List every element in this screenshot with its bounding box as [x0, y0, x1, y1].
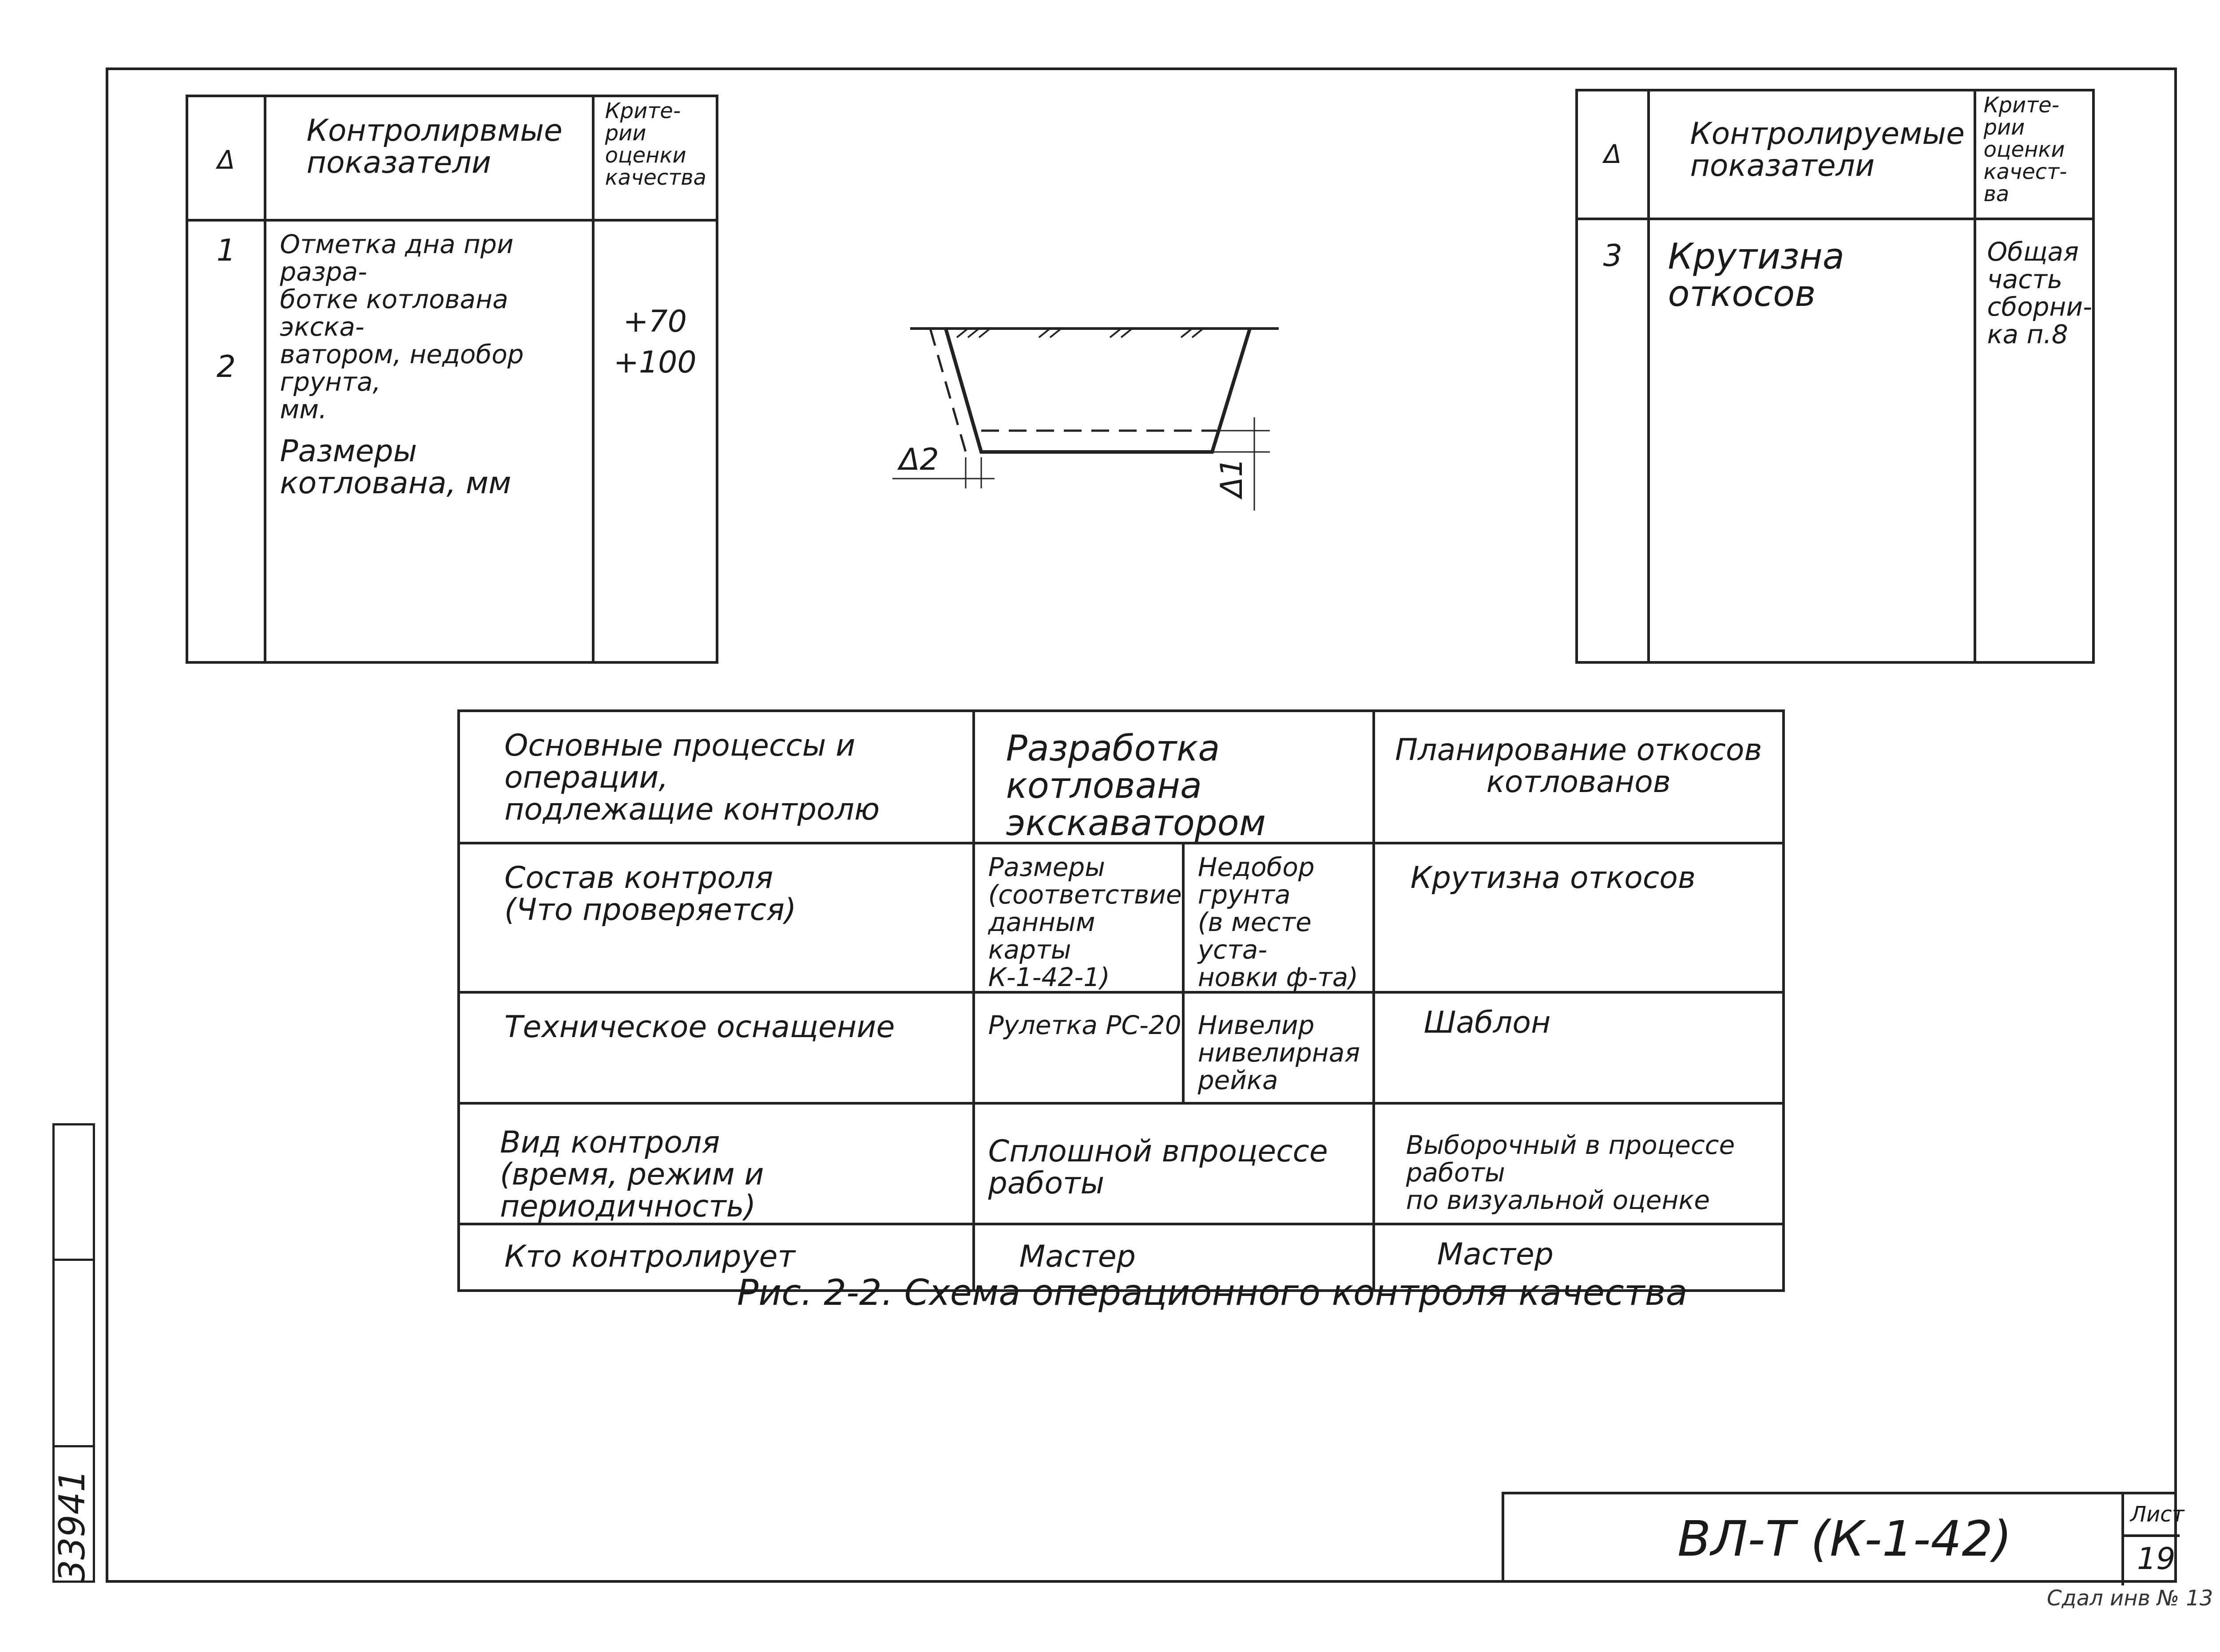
right-header-indicators: Контролируемые показатели [1649, 90, 1975, 219]
right-body-criteria: Общая часть сборни- ка п.8 [1975, 219, 2093, 662]
row-processes-excavation: Разработка котлована экскаватором [974, 711, 1374, 843]
sheet-label: Лист [2130, 1502, 2184, 1527]
row-composition-slopes: Крутизна откосов [1374, 843, 1784, 992]
row-who-label: Кто контролирует [459, 1224, 974, 1291]
row-equipment-label: Техническое оснащение [459, 992, 974, 1103]
row-who-excavation: Мастер [974, 1224, 1374, 1291]
figure-caption: Рис. 2-2. Схема операционного контроля качества [737, 1272, 1688, 1313]
left-body-criteria: +70 +100 [593, 220, 717, 662]
right-control-table [1575, 89, 2095, 664]
left-header-delta: Δ [187, 96, 265, 220]
row-processes-label: Основные процессы и операции, подлежащие контролю [459, 711, 974, 843]
right-body-indicators: Крутизна откосов [1649, 219, 1975, 662]
row-control-type-label: Вид контроля (время, режим и периодичность) [459, 1103, 974, 1224]
row-equipment-level: Нивелир нивелирная рейка [1183, 992, 1374, 1103]
sheet-number: 19 [2137, 1541, 2176, 1577]
left-control-table [186, 95, 718, 664]
operation-control-table [457, 709, 1785, 1292]
row-control-type-excavation: Сплошной впроцессе работы [974, 1103, 1374, 1224]
left-header-indicators: Контролирвмые показатели [265, 96, 593, 220]
row-composition-sizes: Размеры (соответствие данным карты К-1-42-1) [974, 843, 1183, 992]
left-body-indicators: Отметка дна при разра- ботке котлована экска- ватором, недобор грунта, мм. Размеры котлована, мм [265, 220, 593, 662]
left-body-num: 1 2 [187, 220, 265, 662]
row-composition-label: Состав контроля (Что проверяется) [459, 843, 974, 992]
row-equipment-tape: Рулетка РС-20 [974, 992, 1183, 1103]
delta2-label: Δ2 [899, 442, 939, 477]
document-code: ВЛ-Т (К-1-42) [1677, 1510, 2012, 1567]
row-processes-slopes: Планирование откосов котлованов [1374, 711, 1784, 843]
right-header-criteria: Крите- рии оценки качест- ва [1975, 90, 2093, 219]
left-header-criteria: Крите- рии оценки качества [593, 96, 717, 220]
row-composition-undercut: Недобор грунта (в месте уста- новки ф-та) [1183, 843, 1374, 992]
inventory-number: 33941 [52, 1469, 93, 1583]
delta1-label: Δ1 [1214, 458, 1249, 498]
row-control-type-slopes: Выборочный в процессе работы по визуальной оценке [1374, 1103, 1784, 1224]
right-body-num: 3 [1577, 219, 1649, 662]
title-block [1502, 1492, 2184, 1583]
right-header-delta: Δ [1577, 90, 1649, 219]
margin-stamp-strip [52, 1123, 95, 1583]
row-equipment-template: Шаблон [1374, 992, 1784, 1103]
footer-note: Сдал инв № 13 [2047, 1586, 2213, 1611]
row-who-slopes: Мастер [1374, 1224, 1784, 1291]
